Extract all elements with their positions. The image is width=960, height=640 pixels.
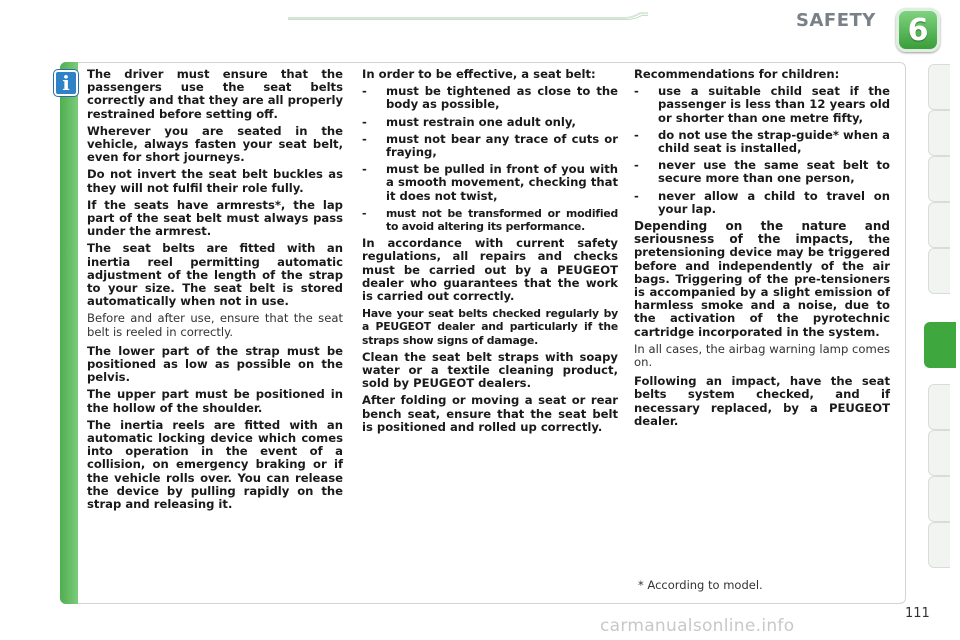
chapter-tabs [928, 64, 954, 574]
column-2 [362, 68, 618, 438]
paragraph: The lower part of the strap must be positioned as low as possible on the pelvis. [87, 343, 343, 385]
paragraph: Clean the seat belt straps with soapy water or a textile cleaning product, sold by PEUGEOT dealers. [362, 349, 618, 391]
list-item: - must be tightened as close to the body as possible, [362, 84, 618, 112]
section-heading: Recommendations for children: [634, 67, 840, 81]
paragraph: In accordance with current safety regulations, all repairs and checks must be carried out by a PEUGEOT dealer who guarantees that the work is carried out correctly. [362, 236, 618, 304]
chapter-tab[interactable] [928, 476, 950, 522]
list-item-text: use a suitable child seat if the passenger is less than 12 years old or shorter than one metre fifty, [658, 84, 890, 125]
list-item-text: must restrain one adult only, [386, 114, 576, 129]
list-item: - use a suitable child seat if the passenger is less than 12 years old or shorter than one metre fifty, [634, 84, 890, 125]
page-title: SAFETY [796, 10, 876, 31]
footnote: * According to model. [638, 578, 763, 592]
list-item: - must restrain one adult only, [362, 116, 618, 129]
list-item-text: must be tightened as close to the body as possible, [386, 84, 618, 112]
chapter-tab[interactable] [928, 248, 950, 294]
column-3 [634, 68, 890, 432]
page-number: 111 [905, 606, 930, 621]
paragraph: The upper part must be positioned in the hollow of the shoulder. [87, 387, 343, 415]
list-item: - must be pulled in front of you with a smooth movement, checking that it does not twist, [362, 162, 618, 203]
chapter-tab[interactable] [928, 522, 950, 568]
list-item-text: never use the same seat belt to secure more than one person, [658, 158, 890, 186]
paragraph: Before and after use, ensure that the seat belt is reeled in correctly. [87, 311, 343, 339]
list-item-text: must not be transformed or modified to avoid altering its performance. [386, 206, 618, 234]
column-1 [87, 68, 343, 515]
info-icon: i [54, 70, 78, 96]
chapter-tab[interactable] [928, 430, 950, 476]
chapter-tab[interactable] [928, 64, 950, 110]
chapter-badge [896, 8, 940, 52]
list-item: - must not bear any trace of cuts or fraying, [362, 131, 618, 160]
paragraph-lead: Depending on the nature and seriousness of the impacts, [634, 219, 890, 247]
list-item-text: do not use the strap-guide* when a child seat is installed, [658, 127, 890, 156]
list-item-text: never allow a child to travel on your lap. [658, 188, 890, 216]
list-item: - never use the same seat belt to secure more than one person, [634, 158, 890, 186]
chapter-tab[interactable] [928, 110, 950, 156]
paragraph-rest: the pretensioning device may be triggered before and independently of the air bags. Triggering of the pre-tensioners is accompanied by a slight emission of harmless smoke and a noise, due to the activation of the pyrotechnic cartridge incorporated in the system. [634, 232, 890, 339]
list-intro: In order to be effective, a seat belt: [362, 67, 596, 81]
paragraph: If the seats have armrests*, the lap part of the seat belt must always pass under the armrest. [87, 197, 343, 239]
chapter-tab[interactable] [928, 202, 950, 248]
chapter-tab[interactable] [928, 384, 950, 430]
list-item-text: must not bear any trace of cuts or fraying, [386, 131, 618, 160]
paragraph: Wherever you are seated in the vehicle, always fasten your seat belt, even for short journeys. [87, 123, 343, 165]
list-item: - must not be transformed or modified to avoid altering its performance. [362, 206, 618, 234]
chapter-tab[interactable] [928, 156, 950, 202]
paragraph: After folding or moving a seat or rear bench seat, ensure that the seat belt is positioned and rolled up correctly. [362, 393, 618, 434]
watermark: carmanualsonline.info [600, 616, 795, 636]
paragraph: The driver must ensure that the passengers use the seat belts correctly and that they are all properly restrained before setting off. [87, 67, 343, 121]
paragraph: Have your seat belts checked regularly by a PEUGEOT dealer and particularly if the straps show signs of damage. [362, 307, 618, 347]
list-item-text: must be pulled in front of you with a smooth movement, checking that it does not twist, [386, 162, 618, 203]
list-item: - do not use the strap-guide* when a child seat is installed, [634, 127, 890, 156]
paragraph: Following an impact, have the seat belts system checked, and if necessary replaced, by a PEUGEOT dealer. [634, 374, 890, 428]
paragraph: The inertia reels are fitted with an automatic locking device which comes into operation in the event of a collision, on emergency braking or if the vehicle rolls over. You can release the device by pulling rapidly on the strap and releasing it. [87, 417, 343, 512]
list-item: - never allow a child to travel on your lap. [634, 188, 890, 216]
chapter-tab-active[interactable] [924, 322, 956, 368]
panel-accent-strip [60, 62, 78, 604]
paragraph: In all cases, the airbag warning lamp comes on. [634, 341, 890, 370]
paragraph: The seat belts are fitted with an inertia reel permitting automatic adjustment of the length of the strap to your size. The seat belt is stored automatically when not in use. [87, 241, 343, 309]
chapter-number: 6 [907, 12, 929, 48]
paragraph [634, 220, 890, 339]
paragraph: Do not invert the seat belt buckles as they will not fulfil their role fully. [87, 167, 343, 195]
